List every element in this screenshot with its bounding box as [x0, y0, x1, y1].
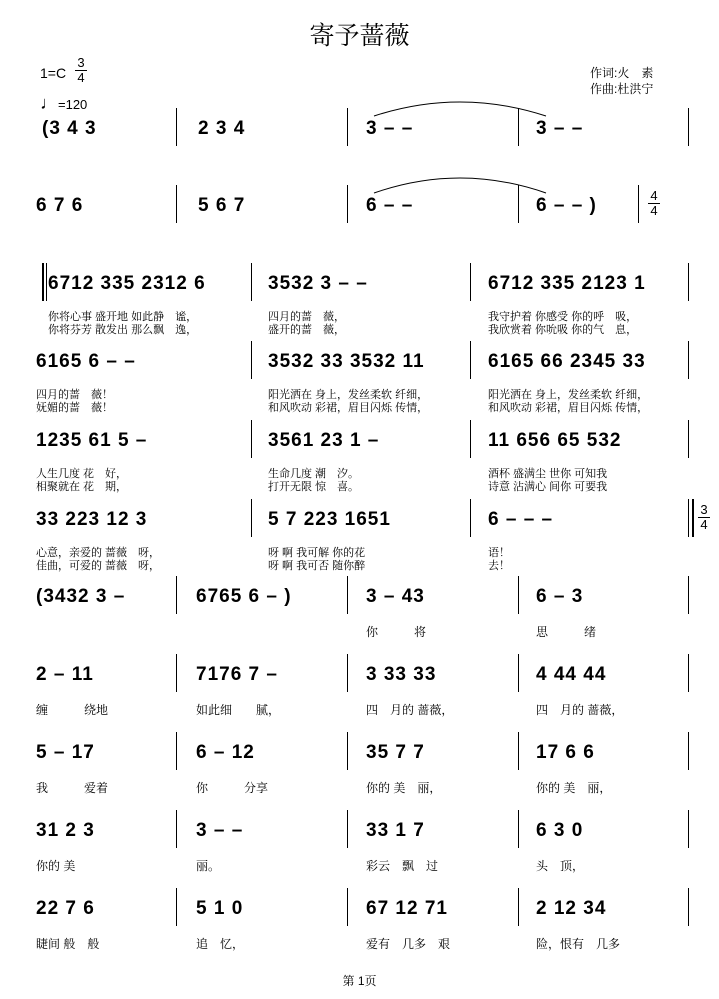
composer-credit: 作曲:杜洪宁 [590, 82, 654, 96]
lyric-line: 呀 啊 我可解 你的花 [268, 547, 366, 559]
lyric-line: 彩云 飘 过 [366, 859, 439, 873]
measure: 31 2 3 [36, 820, 95, 841]
barline [251, 420, 252, 458]
measure: 5 1 0 [196, 898, 244, 919]
measure: 3 – – [196, 820, 244, 841]
measure: 6712 335 2123 1 [488, 273, 646, 294]
measure: 3532 3 – – [268, 273, 368, 294]
lyric-line: 你的 美 [36, 859, 76, 873]
measure: 2 3 4 [198, 118, 246, 139]
repeat-barline [692, 499, 694, 537]
measure: 1235 61 5 – [36, 430, 148, 451]
lyric-line: 打开无限 惊 喜。 [268, 481, 360, 493]
barline [347, 654, 348, 692]
lyric-line: 诗意 沾满心 间你 可要我 [488, 481, 608, 493]
barline [176, 108, 177, 146]
lyric-line: 四月的蔷 薇！ [36, 389, 113, 401]
tie-slur [372, 173, 548, 195]
time-signature [75, 56, 87, 85]
barline [251, 263, 252, 301]
lyric-line: 追 忆， [196, 937, 245, 951]
lyric-line: 语！ [488, 547, 510, 559]
lyric-line: 险，恨有 几多 [536, 937, 621, 951]
measure: 33 1 7 [366, 820, 425, 841]
lyric-line: 和风吹动 彩裙，眉目闪烁 传情， [268, 402, 429, 414]
lyric-line: 妩媚的蔷 薇！ [36, 402, 113, 414]
time-change-top: 3 [700, 502, 708, 517]
barline [347, 185, 348, 223]
time-signature-bottom: 4 [75, 70, 87, 85]
lyric-line: 我 爱着 [36, 781, 109, 795]
barline [470, 499, 471, 537]
barline [688, 108, 689, 146]
barline [176, 888, 177, 926]
barline [688, 420, 689, 458]
barline [518, 576, 519, 614]
lyric-line: 你 分享 [196, 781, 269, 795]
quarter-note-icon: ♩ [40, 93, 58, 113]
measure: 3 – 43 [366, 586, 425, 607]
barline [688, 263, 689, 301]
barline [176, 576, 177, 614]
barline [518, 732, 519, 770]
measure: (3432 3 – [36, 586, 126, 607]
repeat-barline [688, 499, 689, 537]
measure: 6165 6 – – [36, 351, 136, 372]
measure: 6 – – ) [536, 195, 597, 216]
lyric-line: 呀 啊 我可否 随你醉 [268, 560, 366, 572]
measure: 5 – 17 [36, 742, 95, 763]
measure: 6 – – – [488, 509, 554, 530]
measure: 4 44 44 [536, 664, 607, 685]
barline [176, 810, 177, 848]
measure: 6 7 6 [36, 195, 84, 216]
measure: 6712 335 2312 6 [48, 273, 206, 294]
time-change-bottom: 4 [648, 203, 660, 218]
lyric-line: 睫间 般 般 [36, 937, 100, 951]
lyric-line: 生命几度 潮 汐。 [268, 468, 360, 480]
measure: 11 656 65 532 [488, 430, 622, 451]
barline [518, 888, 519, 926]
barline [470, 341, 471, 379]
barline [688, 888, 689, 926]
tempo-marking [40, 93, 87, 114]
lyric-line: 缠 绕地 [36, 703, 109, 717]
measure: 2 12 34 [536, 898, 607, 919]
lyric-line: 思 绪 [536, 625, 597, 639]
barline [688, 576, 689, 614]
lyric-line: 你的 美 丽， [366, 781, 442, 795]
barline [347, 810, 348, 848]
measure: 3 – – [536, 118, 584, 139]
measure: 6765 6 – ) [196, 586, 292, 607]
lyric-line: 阳光洒在 身上，发丝柔软 纤细， [488, 389, 649, 401]
measure: 17 6 6 [536, 742, 595, 763]
lyric-line: 相聚就在 花 期， [36, 481, 128, 493]
measure: 5 7 223 1651 [268, 509, 391, 530]
measure: 7176 7 – [196, 664, 278, 685]
lyric-line: 盛开的蔷 薇， [268, 324, 345, 336]
measure: 35 7 7 [366, 742, 425, 763]
barline [688, 654, 689, 692]
barline [518, 810, 519, 848]
lyric-line: 四 月的 蔷薇， [366, 703, 454, 717]
lyric-line: 你的 美 丽， [536, 781, 612, 795]
measure: 6 – 12 [196, 742, 255, 763]
lyric-line: 阳光洒在 身上，发丝柔软 纤细， [268, 389, 429, 401]
barline [347, 108, 348, 146]
lyric-line: 你 将 [366, 625, 427, 639]
barline [470, 420, 471, 458]
barline [347, 576, 348, 614]
song-title: 寄予蔷薇 [309, 21, 410, 50]
page-number: 第 1页 [342, 974, 377, 988]
lyric-line: 心意，亲爱的 蔷薇 呀， [36, 547, 161, 559]
barline [176, 732, 177, 770]
time-change [698, 503, 710, 532]
time-change [648, 189, 660, 218]
lyric-line: 你将芬芳 散发出 那么飘 逸， [48, 324, 198, 336]
barline [470, 263, 471, 301]
measure: 67 12 71 [366, 898, 448, 919]
lyric-line: 和风吹动 彩裙，眉目闪烁 传情， [488, 402, 649, 414]
measure: 3 – – [366, 118, 414, 139]
lyric-line: 去！ [488, 560, 510, 572]
measure: 3561 23 1 – [268, 430, 380, 451]
barline [688, 810, 689, 848]
repeat-barline [46, 263, 47, 301]
lyric-line: 如此细 腻， [196, 703, 281, 717]
lyric-line: 四 月的 蔷薇， [536, 703, 624, 717]
measure: 33 223 12 3 [36, 509, 148, 530]
lyric-line: 佳曲，可爱的 蔷薇 呀， [36, 560, 161, 572]
lyric-line: 我欣赏着 你吮吸 你的气 息， [488, 324, 638, 336]
barline [176, 654, 177, 692]
measure: 6165 66 2345 33 [488, 351, 646, 372]
measure: 22 7 6 [36, 898, 95, 919]
barline [251, 499, 252, 537]
lyricist-credit: 作词:火 素 [590, 66, 654, 80]
lyric-line: 四月的蔷 薇， [268, 311, 345, 323]
measure: 6 3 0 [536, 820, 584, 841]
barline [251, 341, 252, 379]
measure: 3532 33 3532 11 [268, 351, 425, 372]
barline [638, 185, 639, 223]
tempo-value: =120 [58, 97, 88, 112]
measure: (3 4 3 [42, 118, 97, 139]
lyric-line: 你将心事 盛开地 如此静 谧， [48, 311, 198, 323]
time-change-bottom: 4 [698, 517, 710, 532]
time-signature-top: 3 [77, 55, 85, 70]
measure: 2 – 11 [36, 664, 94, 685]
lyric-line: 头 顶， [536, 859, 585, 873]
lyric-line: 丽。 [196, 859, 221, 873]
measure: 3 33 33 [366, 664, 437, 685]
lyric-line: 人生几度 花 好， [36, 468, 128, 480]
barline [176, 185, 177, 223]
measure: 6 – 3 [536, 586, 584, 607]
measure: 5 6 7 [198, 195, 246, 216]
lyric-line: 爱有 几多 艰 [366, 937, 451, 951]
key-signature: 1=C [40, 65, 67, 81]
barline [347, 732, 348, 770]
lyric-line: 酒杯 盛满尘 世你 可知我 [488, 468, 608, 480]
time-change-top: 4 [650, 188, 658, 203]
barline [347, 888, 348, 926]
lyric-line: 我守护着 你感受 你的呼 吸， [488, 311, 638, 323]
barline [688, 341, 689, 379]
repeat-barline [42, 263, 44, 301]
barline [688, 732, 689, 770]
measure: 6 – – [366, 195, 414, 216]
tie-slur [372, 98, 548, 118]
barline [518, 654, 519, 692]
